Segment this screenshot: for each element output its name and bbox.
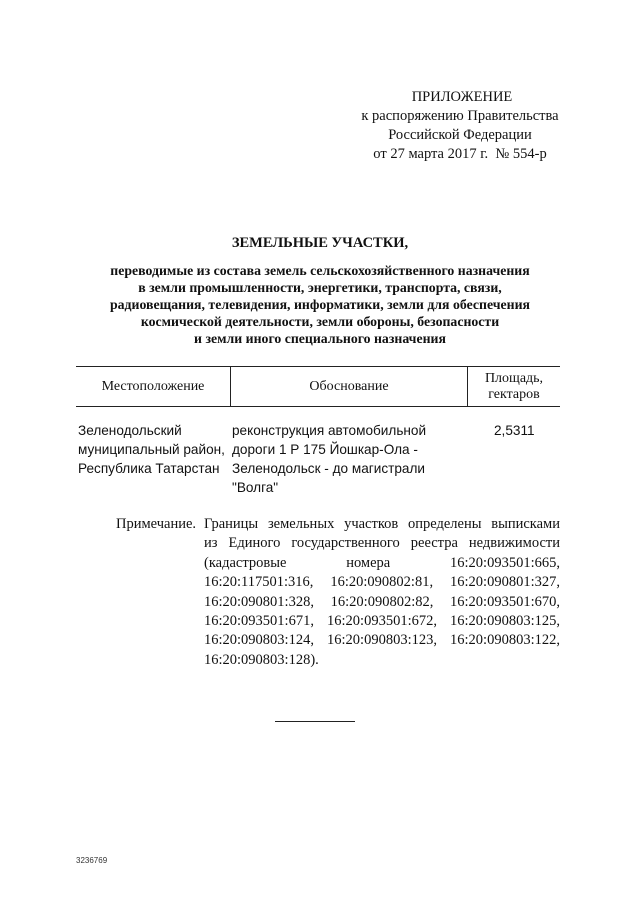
cadastral-number: 16:20:090803:125, [450,613,560,630]
cell-line: Зеленодольск - до магистрали [232,461,426,476]
cadastral-number: 16:20:093501:670, [450,593,560,610]
note-word: государственного [291,535,400,552]
cell-line: реконструкция автомобильной [232,423,427,438]
cell-line: Республика Татарстан [78,461,220,476]
cell-line: дороги 1 Р 175 Йошкар-Ола - [232,442,418,457]
cadastral-number: 16:20:090802:81, [330,574,434,591]
annex-order-line: к распоряжению Правительства [361,108,559,124]
note-word: определены [407,516,482,532]
note-label: Примечание. [116,516,197,532]
note-word: (кадастровые [204,554,287,571]
note-word: реестра [410,535,458,552]
table-header [76,366,560,407]
header-area-line: гектаров [488,386,540,402]
subtitle-line: радиовещания, телевидения, информатики, земли для обеспечения [109,297,530,312]
annex-government-line: Российской Федерации [388,127,532,143]
note-word: Границы [204,516,259,532]
note-line [204,554,560,573]
note-word: недвижимости [468,535,560,552]
note-word: номера [346,554,391,571]
cadastral-number: 16:20:093501:672, [327,613,437,630]
cell-area [494,421,535,440]
document-number: 3236769 [76,856,108,865]
cadastral-number: 16:20:090801:328, [204,593,314,610]
note-word: Единого [228,535,281,552]
cadastral-number: 16:20:117501:316, [204,574,314,591]
closing-rule [275,721,355,722]
header-location: Местоположение [76,367,231,406]
note-body [204,515,560,670]
note-line [204,534,560,553]
cell-line: муниципальный район, [78,442,225,457]
cell-area-value: 2,5311 [494,423,535,438]
cadastral-number: 16:20:090803:128). [204,651,319,668]
cadastral-number: 16:20:090802:82, [330,593,434,610]
cadastral-number: 16:20:090803:122, [450,632,560,649]
cell-location [78,421,225,478]
cell-basis [232,421,426,497]
header-basis: Обоснование [231,367,468,406]
document-title: ЗЕМЕЛЬНЫЕ УЧАСТКИ, [231,235,409,251]
note-line [204,631,560,650]
cell-line: Зеленодольский [78,423,182,438]
document-subtitle [60,262,580,347]
note-word: 16:20:093501:665, [450,554,560,571]
header-area-line: Площадь, [484,370,544,386]
note-word: из [204,535,218,552]
note-word: выписками [491,516,560,532]
annex-label: ПРИЛОЖЕНИЕ [411,89,513,105]
cell-line: "Волга" [232,480,279,495]
subtitle-line: в земли промышленности, энергетики, транспорта, связи, [138,280,502,295]
cadastral-number: 16:20:090803:123, [327,632,437,649]
annex-header [330,88,590,164]
subtitle-line: и земли иного специального назначения [194,331,446,346]
header-area [468,367,560,406]
note-line [204,573,560,592]
note-line [204,593,560,612]
cadastral-number: 16:20:090801:327, [450,574,560,591]
note-line [204,612,560,631]
note-line [204,515,560,534]
cadastral-number: 16:20:090803:124, [204,632,314,649]
annex-date-line: от 27 марта 2017 г. № 554-р [373,146,547,162]
subtitle-line: космической деятельности, земли обороны, безопасности [140,314,500,329]
cadastral-number: 16:20:093501:671, [204,613,314,630]
note-line [204,651,560,670]
subtitle-line: переводимые из состава земель сельскохозяйственного назначения [110,263,530,278]
note-word: земельных [267,516,335,532]
note-word: участков [344,516,399,532]
